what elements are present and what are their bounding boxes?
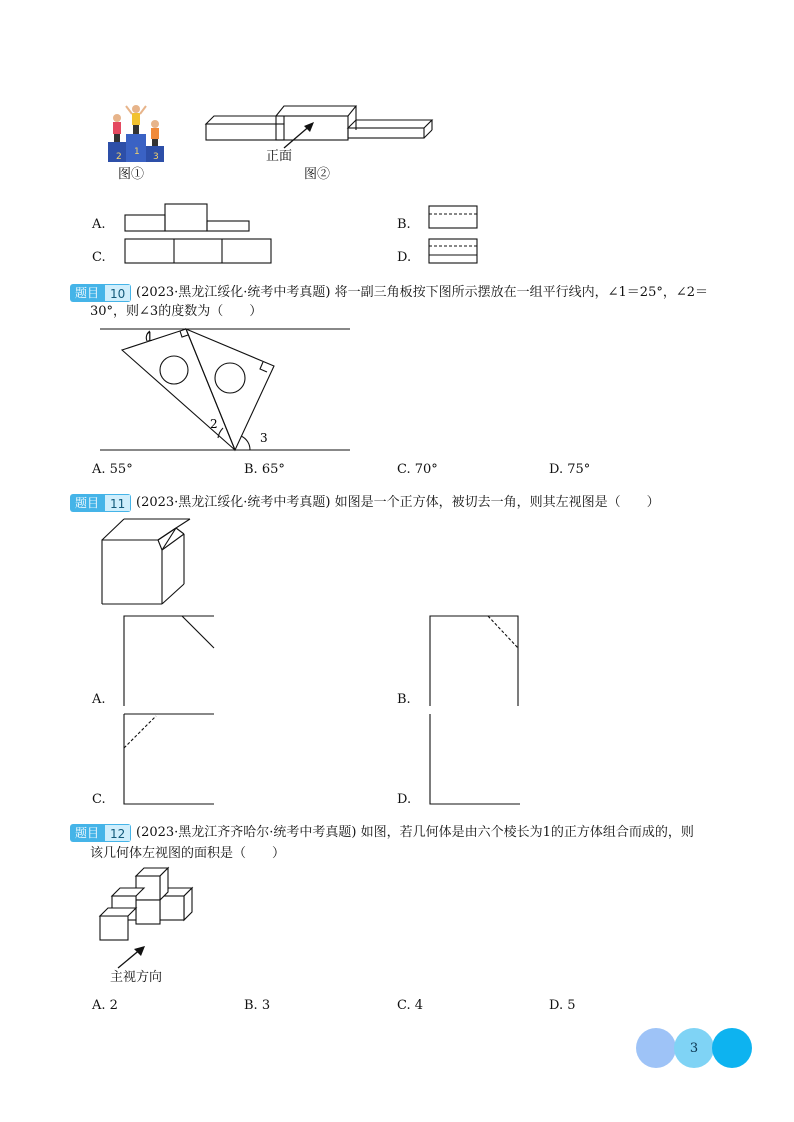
q9-option-d[interactable]: D. <box>397 250 412 265</box>
q11-option-a-figure <box>122 614 216 708</box>
q10-option-a[interactable]: A. 55° <box>92 462 133 477</box>
view-direction-arrow-icon <box>114 944 148 970</box>
q11-badge <box>70 494 131 512</box>
q11-question <box>136 493 660 513</box>
q10-badge-label: 题目 <box>70 284 104 302</box>
q12-badge-label: 题目 <box>70 824 104 842</box>
q11-text: 如图是一个正方体，被切去一角，则其左视图是（ ） <box>334 495 660 510</box>
q12-option-b[interactable]: B. 3 <box>244 998 271 1013</box>
q11-option-d-figure <box>428 712 522 806</box>
page-circle-right <box>712 1028 752 1068</box>
q10-text-line2: 30°，则∠3的度数为（ ） <box>90 304 263 319</box>
q9-option-c[interactable]: C. <box>92 250 106 265</box>
angle-2-label: 2 <box>210 417 218 431</box>
q12-text-line2: 该几何体左视图的面积是（ ） <box>90 846 286 861</box>
q12-source: (2023·黑龙江齐齐哈尔·统考中考真题) <box>136 825 357 840</box>
q12-badge-number: 12 <box>104 824 131 842</box>
q10-triangle-figure <box>100 326 352 454</box>
q12-option-d[interactable]: D. 5 <box>549 998 576 1013</box>
q10-option-d[interactable]: D. 75° <box>549 462 591 477</box>
q12-cubes-figure <box>98 866 198 944</box>
q11-cube-figure <box>100 516 192 608</box>
q9-option-c-figure <box>124 238 274 266</box>
q11-option-a[interactable]: A. <box>92 692 106 707</box>
page-circle-left <box>636 1028 676 1068</box>
q11-option-c-figure <box>122 712 216 806</box>
q12-option-c[interactable]: C. 4 <box>397 998 424 1013</box>
front-label: 正面 <box>266 149 293 164</box>
q10-question <box>136 283 708 303</box>
q12-question <box>136 823 694 843</box>
q11-badge-label: 题目 <box>70 494 104 512</box>
q10-option-c[interactable]: C. 70° <box>397 462 438 477</box>
figure-1-label: 图① <box>118 167 145 182</box>
q11-source: (2023·黑龙江绥化·统考中考真题) <box>136 495 331 510</box>
podium-number-3: 3 <box>153 152 159 162</box>
page-circle-middle <box>674 1028 714 1068</box>
q9-option-b-figure <box>428 205 480 231</box>
q9-option-b[interactable]: B. <box>397 217 411 232</box>
page-number: 3 <box>689 1040 699 1056</box>
q11-badge-number: 11 <box>104 494 131 512</box>
q9-option-a-figure <box>124 203 252 233</box>
podium-number-1: 1 <box>134 147 140 157</box>
q10-source: (2023·黑龙江绥化·统考中考真题) <box>136 285 331 300</box>
angle-3-label: 3 <box>260 431 268 445</box>
q11-option-d[interactable]: D. <box>397 792 412 807</box>
q10-text-line1: 将一副三角板按下图所示摆放在一组平行线内，∠1＝25°，∠2＝ <box>334 285 709 300</box>
q10-badge <box>70 284 131 302</box>
q12-option-a[interactable]: A. 2 <box>92 998 118 1013</box>
podium-number-2: 2 <box>116 152 122 162</box>
view-direction-label: 主视方向 <box>110 970 163 985</box>
q10-option-b[interactable]: B. 65° <box>244 462 285 477</box>
podium-drawing <box>204 102 436 142</box>
q9-option-d-figure <box>428 238 480 266</box>
q12-text-line1: 如图，若几何体是由六个棱长为1的正方体组合而成的，则 <box>360 825 694 840</box>
q11-option-c[interactable]: C. <box>92 792 106 807</box>
front-arrow-icon <box>280 120 320 150</box>
angle-1-label: 1 <box>146 330 154 344</box>
figure-2-label: 图② <box>304 167 331 182</box>
podium-illustration <box>104 104 168 164</box>
q12-badge <box>70 824 131 842</box>
q11-option-b-figure <box>428 614 522 708</box>
q10-badge-number: 10 <box>104 284 131 302</box>
q9-option-a[interactable]: A. <box>92 217 106 232</box>
q11-option-b[interactable]: B. <box>397 692 411 707</box>
